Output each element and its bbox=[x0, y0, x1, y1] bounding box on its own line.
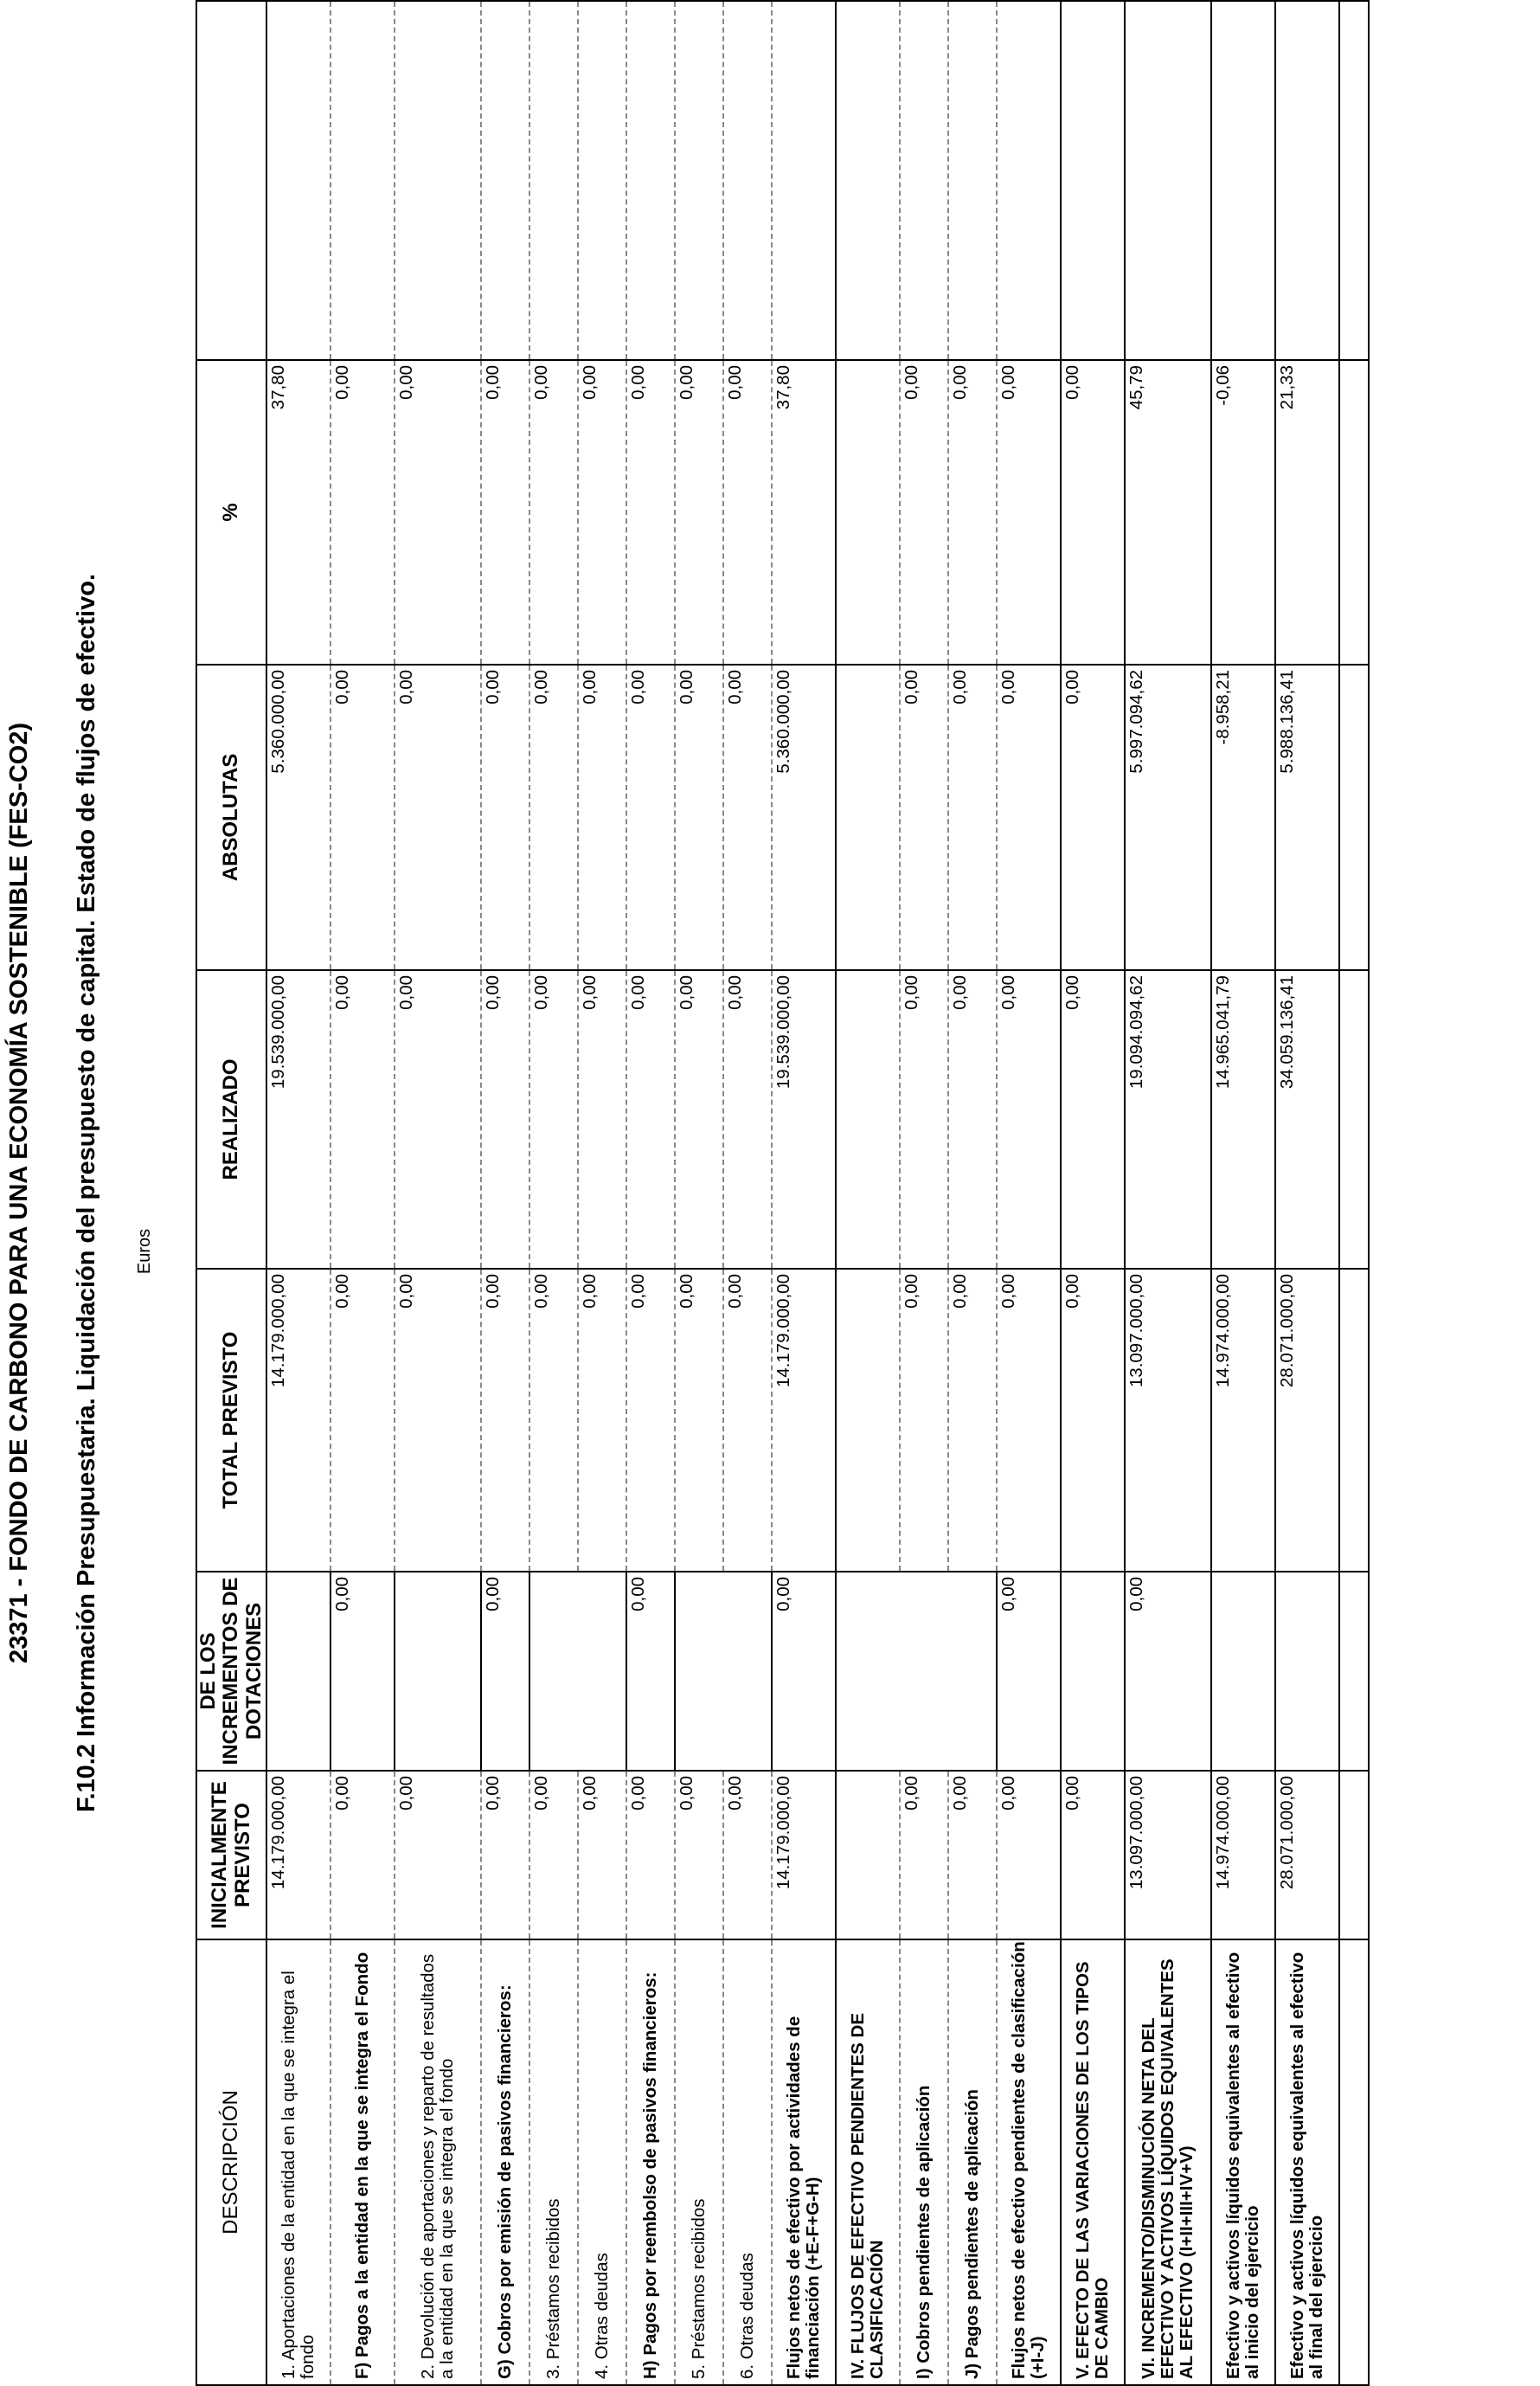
cell-spacer bbox=[330, 1, 395, 360]
cell-spacer bbox=[266, 1, 330, 360]
cell-initial: 0,00 bbox=[626, 1771, 675, 1939]
cell-total: 14.179.000,00 bbox=[772, 1269, 836, 1572]
cell-absolute: 0,00 bbox=[481, 665, 529, 970]
column-header-absolute: ABSOLUTAS bbox=[196, 665, 266, 970]
cell-percent: -0,06 bbox=[1211, 360, 1275, 665]
cell-description: Efectivo y activos líquidos equivalentes al efectivo al inicio del ejercicio bbox=[1211, 1939, 1275, 2385]
column-header-spacer bbox=[196, 1, 266, 360]
table-row bbox=[1211, 1, 1275, 2385]
cell-absolute bbox=[836, 665, 900, 970]
cell-description: V. EFECTO DE LAS VARIACIONES DE LOS TIPOS DE CAMBIO bbox=[1061, 1939, 1125, 2385]
cell-total: 0,00 bbox=[997, 1269, 1061, 1572]
cell-spacer bbox=[675, 1, 723, 360]
cell-realized: 19.539.000,00 bbox=[772, 970, 836, 1269]
cell-band bbox=[1339, 1269, 1369, 1572]
cell-absolute: 0,00 bbox=[330, 665, 395, 970]
cell-initial: 0,00 bbox=[900, 1771, 948, 1939]
cell-increments bbox=[836, 1572, 900, 1771]
cell-description: 4. Otras deudas bbox=[578, 1939, 626, 2385]
cell-absolute: 0,00 bbox=[723, 665, 772, 970]
cell-spacer bbox=[948, 1, 997, 360]
cell-increments bbox=[723, 1572, 772, 1771]
cell-percent: 0,00 bbox=[1061, 360, 1125, 665]
cell-absolute: 5.360.000,00 bbox=[266, 665, 330, 970]
cell-increments: 0,00 bbox=[330, 1572, 395, 1771]
cell-total: 28.071.000,00 bbox=[1275, 1269, 1339, 1572]
cell-percent: 21,33 bbox=[1275, 360, 1339, 665]
cell-increments: 0,00 bbox=[772, 1572, 836, 1771]
cell-absolute: 0,00 bbox=[1061, 665, 1125, 970]
column-header-total: TOTAL PREVISTO bbox=[196, 1269, 266, 1572]
cell-spacer bbox=[1125, 1, 1211, 360]
cell-description: J) Pagos pendientes de aplicación bbox=[948, 1939, 997, 2385]
cell-realized: 0,00 bbox=[997, 970, 1061, 1269]
cell-realized: 14.965.041,79 bbox=[1211, 970, 1275, 1269]
cell-total: 13.097.000,00 bbox=[1125, 1269, 1211, 1572]
cell-increments: 0,00 bbox=[997, 1572, 1061, 1771]
table-row bbox=[1125, 1, 1211, 2385]
cell-absolute: 5.988.136,41 bbox=[1275, 665, 1339, 970]
cell-description: 1. Aportaciones de la entidad en la que se integra el fondo bbox=[266, 1939, 330, 2385]
cell-absolute: 5.360.000,00 bbox=[772, 665, 836, 970]
cell-percent: 0,00 bbox=[529, 360, 578, 665]
cell-total: 0,00 bbox=[330, 1269, 395, 1572]
table-row bbox=[578, 1, 626, 2385]
cell-total: 0,00 bbox=[723, 1269, 772, 1572]
table-row bbox=[948, 1, 997, 2385]
cell-realized: 0,00 bbox=[675, 970, 723, 1269]
cell-realized: 0,00 bbox=[578, 970, 626, 1269]
cell-realized: 0,00 bbox=[948, 970, 997, 1269]
cell-increments: 0,00 bbox=[1125, 1572, 1211, 1771]
cell-total: 0,00 bbox=[900, 1269, 948, 1572]
cell-band bbox=[1339, 360, 1369, 665]
cell-percent: 0,00 bbox=[723, 360, 772, 665]
cell-percent: 0,00 bbox=[675, 360, 723, 665]
cell-absolute: 0,00 bbox=[626, 665, 675, 970]
cell-description: IV. FLUJOS DE EFECTIVO PENDIENTES DE CLASIFICACIÓN bbox=[836, 1939, 900, 2385]
cell-spacer bbox=[997, 1, 1061, 360]
cell-realized: 34.059.136,41 bbox=[1275, 970, 1339, 1269]
cell-absolute: 0,00 bbox=[948, 665, 997, 970]
cell-total: 0,00 bbox=[948, 1269, 997, 1572]
cell-percent bbox=[836, 360, 900, 665]
cell-total: 14.179.000,00 bbox=[266, 1269, 330, 1572]
table-row bbox=[772, 1, 836, 2385]
cell-absolute: 0,00 bbox=[395, 665, 481, 970]
cell-total: 14.974.000,00 bbox=[1211, 1269, 1275, 1572]
cell-description: G) Cobros por emisión de pasivos financieros: bbox=[481, 1939, 529, 2385]
cell-spacer bbox=[723, 1, 772, 360]
cell-absolute: 0,00 bbox=[578, 665, 626, 970]
table-header-row bbox=[196, 1, 266, 2385]
column-header-increments: DE LOS INCREMENTOS DE DOTACIONES bbox=[196, 1572, 266, 1771]
cell-increments bbox=[266, 1572, 330, 1771]
cell-increments bbox=[900, 1572, 948, 1771]
table-body bbox=[266, 1, 1369, 2385]
cell-increments bbox=[395, 1572, 481, 1771]
cell-total: 0,00 bbox=[578, 1269, 626, 1572]
cell-initial: 0,00 bbox=[529, 1771, 578, 1939]
cell-initial: 0,00 bbox=[481, 1771, 529, 1939]
cell-increments bbox=[578, 1572, 626, 1771]
cell-band bbox=[1339, 665, 1369, 970]
page-subtitle: F.10.2 Información Presupuestaria. Liquidación del presupuesto de capital. Estado de flujos de efectivo. bbox=[73, 574, 100, 1813]
cell-realized: 0,00 bbox=[395, 970, 481, 1269]
table-row bbox=[529, 1, 578, 2385]
cell-realized: 0,00 bbox=[330, 970, 395, 1269]
cell-spacer bbox=[1061, 1, 1125, 360]
cell-total: 0,00 bbox=[675, 1269, 723, 1572]
cell-initial: 0,00 bbox=[578, 1771, 626, 1939]
cell-band bbox=[1339, 970, 1369, 1269]
cell-realized: 0,00 bbox=[723, 970, 772, 1269]
cell-realized bbox=[836, 970, 900, 1269]
cell-band bbox=[1339, 1771, 1369, 1939]
cell-band bbox=[1339, 1, 1369, 360]
cell-total: 0,00 bbox=[481, 1269, 529, 1572]
cell-increments: 0,00 bbox=[626, 1572, 675, 1771]
cell-initial: 13.097.000,00 bbox=[1125, 1771, 1211, 1939]
cell-initial: 14.179.000,00 bbox=[772, 1771, 836, 1939]
cell-increments bbox=[1275, 1572, 1339, 1771]
cell-initial: 0,00 bbox=[395, 1771, 481, 1939]
cell-realized: 19.094.094,62 bbox=[1125, 970, 1211, 1269]
cell-description: I) Cobros pendientes de aplicación bbox=[900, 1939, 948, 2385]
cell-spacer bbox=[900, 1, 948, 360]
cell-increments: 0,00 bbox=[481, 1572, 529, 1771]
cell-description: 2. Devolución de aportaciones y reparto de resultados a la entidad en la que se integra el fondo bbox=[395, 1939, 481, 2385]
cell-description: H) Pagos por reembolso de pasivos financieros: bbox=[626, 1939, 675, 2385]
cell-realized: 0,00 bbox=[1061, 970, 1125, 1269]
cell-percent: 0,00 bbox=[997, 360, 1061, 665]
cell-percent: 45,79 bbox=[1125, 360, 1211, 665]
table-row bbox=[266, 1, 330, 2385]
table-row bbox=[1275, 1, 1339, 2385]
table-row bbox=[997, 1, 1061, 2385]
cell-spacer bbox=[395, 1, 481, 360]
cell-initial: 0,00 bbox=[330, 1771, 395, 1939]
units-label: Euros bbox=[135, 1228, 154, 1275]
cell-increments bbox=[529, 1572, 578, 1771]
cell-spacer bbox=[836, 1, 900, 360]
column-header-realized: REALIZADO bbox=[196, 970, 266, 1269]
page-title: 23371 - FONDO DE CARBONO PARA UNA ECONOMÍA SOSTENIBLE (FES-CO2) bbox=[5, 722, 33, 1664]
table-row bbox=[626, 1, 675, 2385]
cell-description: VI. INCREMENTO/DISMINUCIÓN NETA DEL EFECTIVO Y ACTIVOS LÍQUIDOS EQUIVALENTES AL EFECTIVO (I+II+III+IV+V) bbox=[1125, 1939, 1211, 2385]
cell-description: Flujos netos de efectivo pendientes de clasificación (+I-J) bbox=[997, 1939, 1061, 2385]
cell-realized: 19.539.000,00 bbox=[266, 970, 330, 1269]
cell-realized: 0,00 bbox=[626, 970, 675, 1269]
cell-realized: 0,00 bbox=[481, 970, 529, 1269]
cell-increments bbox=[948, 1572, 997, 1771]
cell-increments bbox=[1061, 1572, 1125, 1771]
table-row bbox=[1061, 1, 1125, 2385]
table-row bbox=[330, 1, 395, 2385]
cell-description: Efectivo y activos líquidos equivalentes al efectivo al final del ejercicio bbox=[1275, 1939, 1339, 2385]
cell-absolute: -8.958,21 bbox=[1211, 665, 1275, 970]
cell-increments bbox=[1211, 1572, 1275, 1771]
cell-band bbox=[1339, 1939, 1369, 2385]
cell-percent: 0,00 bbox=[626, 360, 675, 665]
cell-total bbox=[836, 1269, 900, 1572]
cell-increments bbox=[675, 1572, 723, 1771]
table-row bbox=[481, 1, 529, 2385]
cell-percent: 0,00 bbox=[900, 360, 948, 665]
cell-initial: 0,00 bbox=[675, 1771, 723, 1939]
cell-description: Flujos netos de efectivo por actividades de financiación (+E-F+G-H) bbox=[772, 1939, 836, 2385]
column-header-initial: INICIALMENTE PREVISTO bbox=[196, 1771, 266, 1939]
column-header-percent: % bbox=[196, 360, 266, 665]
table-row bbox=[675, 1, 723, 2385]
cell-initial: 14.974.000,00 bbox=[1211, 1771, 1275, 1939]
cell-initial bbox=[836, 1771, 900, 1939]
cell-spacer bbox=[626, 1, 675, 360]
cell-initial: 0,00 bbox=[948, 1771, 997, 1939]
cash-flow-table bbox=[196, 0, 1370, 2386]
cell-realized: 0,00 bbox=[529, 970, 578, 1269]
cell-absolute: 0,00 bbox=[900, 665, 948, 970]
cell-initial: 0,00 bbox=[1061, 1771, 1125, 1939]
table-row bbox=[900, 1, 948, 2385]
cell-spacer bbox=[772, 1, 836, 360]
table-row bbox=[395, 1, 481, 2385]
cell-total: 0,00 bbox=[395, 1269, 481, 1572]
cell-description: F) Pagos a la entidad en la que se integra el Fondo bbox=[330, 1939, 395, 2385]
cell-absolute: 0,00 bbox=[675, 665, 723, 970]
cell-spacer bbox=[1211, 1, 1275, 360]
cell-spacer bbox=[481, 1, 529, 360]
cell-percent: 37,80 bbox=[772, 360, 836, 665]
cell-initial: 0,00 bbox=[997, 1771, 1061, 1939]
cell-initial: 0,00 bbox=[723, 1771, 772, 1939]
cell-total: 0,00 bbox=[529, 1269, 578, 1572]
table-row bbox=[836, 1, 900, 2385]
cell-spacer bbox=[578, 1, 626, 360]
cell-absolute: 0,00 bbox=[529, 665, 578, 970]
cell-initial: 14.179.000,00 bbox=[266, 1771, 330, 1939]
cell-band bbox=[1339, 1572, 1369, 1771]
cell-description: 5. Préstamos recibidos bbox=[675, 1939, 723, 2385]
cell-percent: 0,00 bbox=[481, 360, 529, 665]
table-bottom-band bbox=[1339, 1, 1369, 2385]
cell-description: 3. Préstamos recibidos bbox=[529, 1939, 578, 2385]
cell-percent: 37,80 bbox=[266, 360, 330, 665]
cell-realized: 0,00 bbox=[900, 970, 948, 1269]
cell-spacer bbox=[1275, 1, 1339, 360]
cell-percent: 0,00 bbox=[330, 360, 395, 665]
cell-absolute: 5.997.094,62 bbox=[1125, 665, 1211, 970]
cell-total: 0,00 bbox=[1061, 1269, 1125, 1572]
cell-total: 0,00 bbox=[626, 1269, 675, 1572]
cell-initial: 28.071.000,00 bbox=[1275, 1771, 1339, 1939]
cell-spacer bbox=[529, 1, 578, 360]
cell-percent: 0,00 bbox=[578, 360, 626, 665]
table-row bbox=[723, 1, 772, 2385]
cell-percent: 0,00 bbox=[395, 360, 481, 665]
cell-absolute: 0,00 bbox=[997, 665, 1061, 970]
column-header-description: DESCRIPCIÓN bbox=[196, 1939, 266, 2385]
cell-description: 6. Otras deudas bbox=[723, 1939, 772, 2385]
cell-percent: 0,00 bbox=[948, 360, 997, 665]
